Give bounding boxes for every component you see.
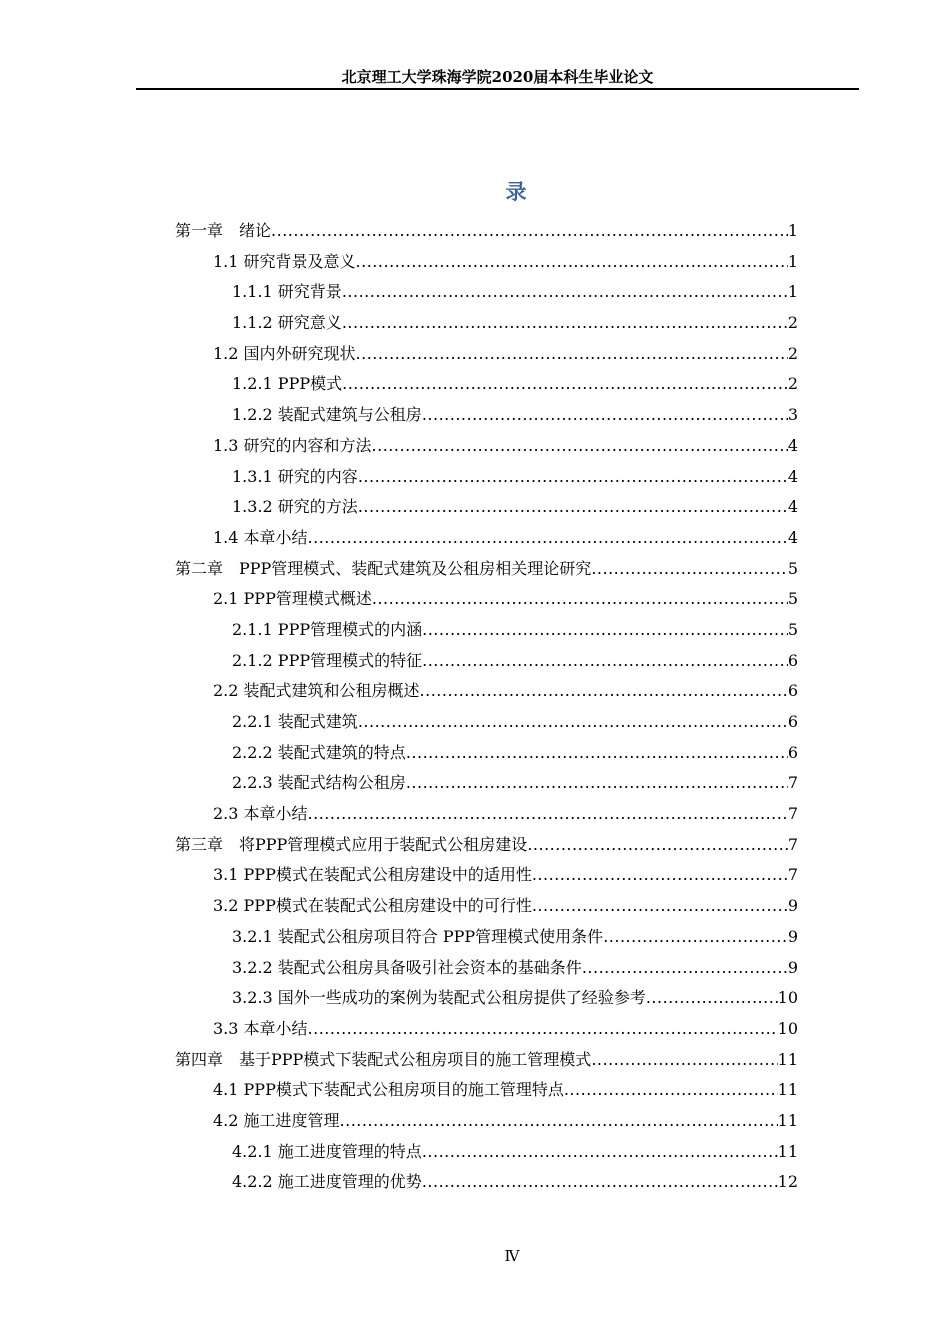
toc-title: 录 (505, 179, 527, 204)
toc-entry-text: 1.1.1 研究背景 (232, 282, 342, 302)
toc-entry[interactable] (175, 431, 798, 462)
toc-entry-text: 2.3 本章小结 (213, 804, 308, 824)
toc-entry-page: 10 (777, 988, 798, 1008)
toc-entry[interactable] (175, 400, 798, 431)
toc-entry[interactable] (175, 646, 798, 677)
toc-entry-page: 5 (787, 558, 798, 578)
toc-entry-text: 1.4 本章小结 (213, 527, 308, 547)
toc-entry-page: 2 (787, 343, 798, 363)
toc-leader-dots (646, 983, 778, 1014)
toc-entry-text: 1.3.1 研究的内容 (232, 466, 358, 486)
toc-leader-dots (358, 492, 788, 523)
toc-entry-page: 10 (777, 1018, 798, 1038)
toc-leader-dots (308, 523, 788, 554)
toc-entry-text: 4.2 施工进度管理 (213, 1110, 340, 1130)
toc-entry[interactable] (175, 339, 798, 370)
toc-entry-page: 1 (787, 251, 798, 271)
toc-entry-page: 3 (787, 405, 798, 425)
toc-entry-text: 4.2.2 施工进度管理的优势 (232, 1172, 422, 1192)
toc-entry-text: 2.2.3 装配式结构公租房 (232, 773, 406, 793)
toc-entry-page: 12 (777, 1172, 798, 1192)
toc-entry[interactable] (175, 983, 798, 1014)
toc-entry[interactable] (175, 707, 798, 738)
toc-entry[interactable] (175, 523, 798, 554)
toc-entry-page: 5 (787, 619, 798, 639)
toc-leader-dots (591, 1045, 777, 1076)
toc-entry-page: 6 (787, 650, 798, 670)
toc-leader-dots (422, 1137, 778, 1168)
toc-entry-text: 1.2 国内外研究现状 (213, 343, 356, 363)
toc-entry[interactable] (175, 216, 798, 247)
toc-leader-dots (532, 891, 788, 922)
toc-entry[interactable] (175, 492, 798, 523)
toc-leader-dots (564, 1075, 778, 1106)
toc-leader-dots (406, 768, 788, 799)
toc-entry-page: 7 (787, 834, 798, 854)
toc-entry[interactable] (175, 1075, 798, 1106)
toc-leader-dots (420, 676, 788, 707)
toc-entry-text: 2.2 装配式建筑和公租房概述 (213, 681, 420, 701)
toc-entry-page: 1 (787, 282, 798, 302)
toc-leader-dots (527, 830, 788, 861)
header-rule (136, 88, 859, 90)
toc-entry[interactable] (175, 1045, 798, 1076)
toc-entry-text: 4.1 PPP模式下装配式公租房项目的施工管理特点 (213, 1080, 564, 1100)
toc-entry-text: 第一章 绪论 (175, 221, 272, 240)
toc-entry-page: 5 (787, 589, 798, 609)
toc-leader-dots (422, 400, 788, 431)
toc-leader-dots (591, 554, 788, 585)
running-header: 北京理工大学珠海学院2020届本科生毕业论文 (341, 68, 654, 86)
toc-entry-text: 2.1 PPP管理模式概述 (213, 589, 372, 609)
toc-entry-page: 1 (787, 221, 798, 240)
toc-entry-page: 9 (787, 926, 798, 946)
toc-entry[interactable] (175, 953, 798, 984)
toc-entry[interactable] (175, 1014, 798, 1045)
toc-entry[interactable] (175, 615, 798, 646)
toc-entry[interactable] (175, 462, 798, 493)
toc-leader-dots (271, 216, 788, 247)
toc-entry[interactable] (175, 584, 798, 615)
toc-entry[interactable] (175, 1137, 798, 1168)
toc-entry-text: 1.3 研究的内容和方法 (213, 435, 372, 455)
toc-leader-dots (342, 369, 788, 400)
toc-entry-text: 1.3.2 研究的方法 (232, 497, 358, 517)
toc-entry-page: 7 (787, 804, 798, 824)
toc-entry[interactable] (175, 676, 798, 707)
toc-leader-dots (372, 431, 788, 462)
toc-entry-text: 第四章 基于PPP模式下装配式公租房项目的施工管理模式 (175, 1049, 592, 1069)
toc-entry-text: 3.2.3 国外一些成功的案例为装配式公租房提供了经验参考 (232, 988, 646, 1008)
toc-entry[interactable] (175, 922, 798, 953)
toc-entry[interactable] (175, 247, 798, 278)
toc-entry-text: 4.2.1 施工进度管理的特点 (232, 1141, 422, 1161)
toc-entry-page: 6 (787, 712, 798, 731)
toc-entry-page: 2 (787, 313, 798, 333)
toc-entry-page: 11 (777, 1049, 798, 1069)
toc-leader-dots (372, 584, 788, 615)
toc-entry-page: 11 (777, 1080, 798, 1100)
toc-entry-text: 2.2.1 装配式建筑 (232, 712, 358, 731)
toc-entry-page: 11 (777, 1141, 798, 1161)
toc-leader-dots (422, 615, 788, 646)
toc-entry[interactable] (175, 860, 798, 891)
toc-leader-dots (308, 1014, 778, 1045)
toc-entry-page: 4 (787, 497, 798, 517)
toc-leader-dots (356, 339, 788, 370)
toc-entry-page: 9 (787, 896, 798, 916)
toc-entry[interactable] (175, 277, 798, 308)
toc-leader-dots (603, 922, 788, 953)
table-of-contents (175, 216, 798, 1198)
toc-entry-text: 3.2 PPP模式在装配式公租房建设中的可行性 (213, 896, 532, 916)
toc-entry[interactable] (175, 799, 798, 830)
toc-entry-text: 1.2.1 PPP模式 (232, 374, 343, 394)
toc-entry-page: 6 (787, 681, 798, 701)
toc-entry-text: 3.2.1 装配式公租房项目符合 PPP管理模式使用条件 (232, 926, 604, 946)
toc-entry-text: 2.1.2 PPP管理模式的特征 (232, 650, 423, 670)
toc-entry-page: 4 (787, 466, 798, 486)
toc-leader-dots (342, 277, 788, 308)
toc-leader-dots (582, 953, 788, 984)
toc-entry-text: 1.1 研究背景及意义 (213, 251, 356, 271)
toc-entry-text: 第三章 将PPP管理模式应用于装配式公租房建设 (175, 834, 528, 854)
toc-entry[interactable] (175, 830, 798, 861)
toc-leader-dots (422, 1167, 778, 1198)
toc-entry-text: 第二章 PPP管理模式、装配式建筑及公租房相关理论研究 (175, 558, 592, 578)
toc-entry-text: 2.1.1 PPP管理模式的内涵 (232, 619, 423, 639)
toc-entry-page: 9 (787, 957, 798, 977)
toc-entry-page: 4 (787, 527, 798, 547)
toc-entry[interactable] (175, 308, 798, 339)
toc-entry-text: 3.2.2 装配式公租房具备吸引社会资本的基础条件 (232, 957, 582, 977)
toc-entry[interactable] (175, 1167, 798, 1198)
toc-leader-dots (422, 646, 788, 677)
toc-entry-page: 7 (787, 865, 798, 885)
toc-entry-page: 6 (787, 742, 798, 762)
toc-entry[interactable] (175, 554, 798, 585)
toc-entry-text: 3.3 本章小结 (213, 1018, 308, 1038)
toc-leader-dots (340, 1106, 778, 1137)
toc-entry[interactable] (175, 1106, 798, 1137)
toc-entry-page: 2 (787, 374, 798, 394)
toc-entry-page: 7 (787, 773, 798, 793)
toc-entry[interactable] (175, 891, 798, 922)
toc-leader-dots (532, 860, 788, 891)
toc-entry[interactable] (175, 369, 798, 400)
toc-entry[interactable] (175, 738, 798, 769)
toc-leader-dots (308, 799, 788, 830)
toc-entry-text: 1.1.2 研究意义 (232, 313, 342, 333)
toc-entry-page: 4 (787, 435, 798, 455)
toc-entry-text: 2.2.2 装配式建筑的特点 (232, 742, 406, 762)
toc-entry-page: 11 (777, 1110, 798, 1130)
toc-leader-dots (406, 738, 788, 769)
toc-leader-dots (342, 308, 788, 339)
toc-leader-dots (358, 707, 788, 738)
toc-entry[interactable] (175, 768, 798, 799)
toc-leader-dots (356, 247, 788, 278)
toc-entry-text: 1.2.2 装配式建筑与公租房 (232, 405, 422, 425)
toc-leader-dots (358, 462, 788, 493)
toc-entry-text: 3.1 PPP模式在装配式公租房建设中的适用性 (213, 865, 532, 885)
page-number: Ⅳ (504, 1247, 520, 1265)
